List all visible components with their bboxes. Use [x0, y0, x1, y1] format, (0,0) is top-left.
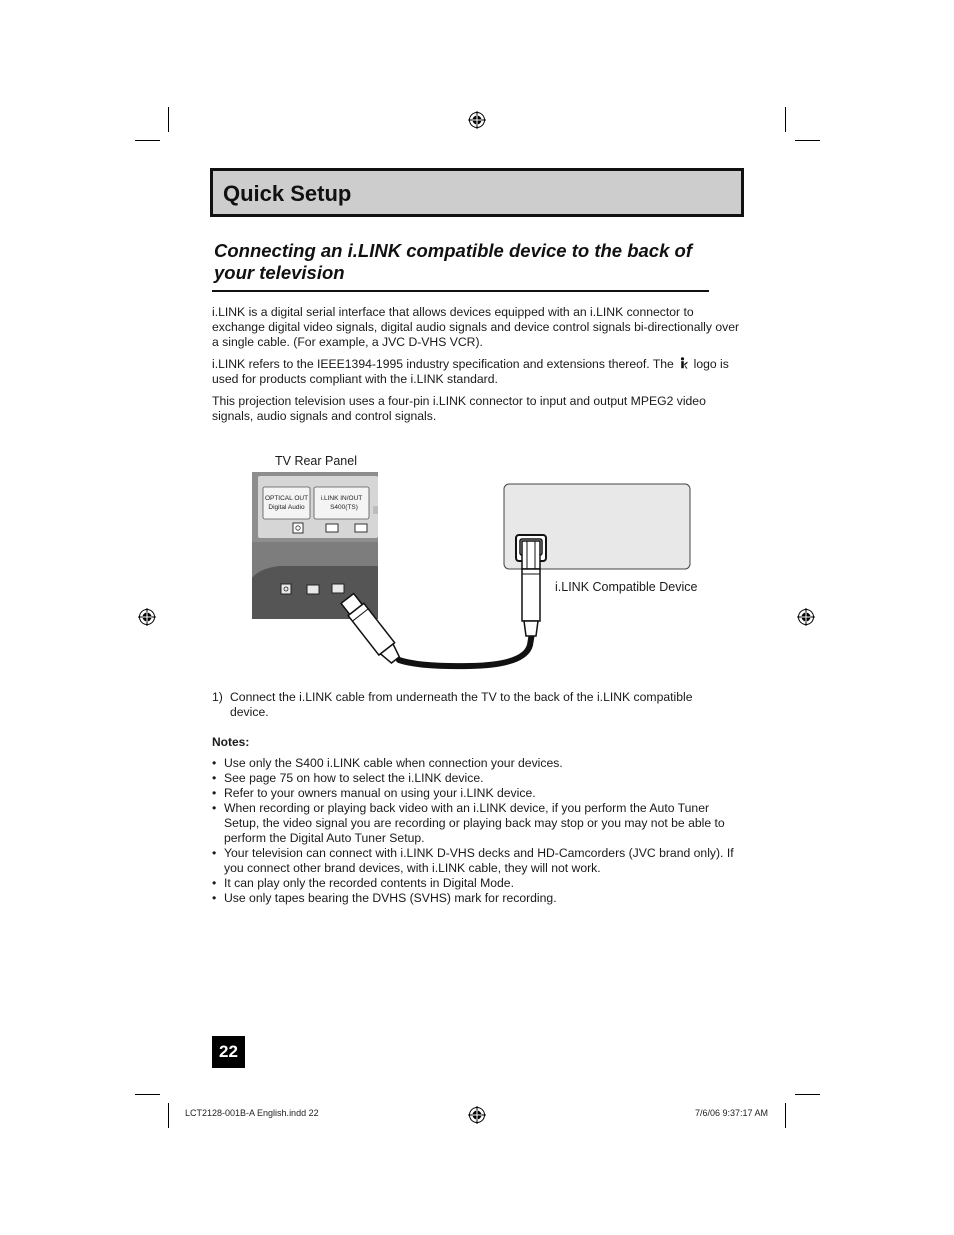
intro-paragraph-3: This projection television uses a four-pin i.LINK connector to input and output MPEG2 video signals, audio signals and control signals. [212, 394, 706, 423]
page-number: 22 [212, 1036, 245, 1068]
intro-paragraph-2 [212, 357, 742, 387]
ilink-s400-label: S400(TS) [330, 504, 358, 511]
note-item: • It can play only the recorded contents in Digital Mode. [212, 876, 514, 890]
intro-paragraph-1: i.LINK is a digital serial interface that allows devices equipped with an i.LINK connector to exchange digital video signals, digital audio signals and device control signals bi-directionally over a single cable. (For example, a JVC D-VHS VCR). [212, 305, 740, 349]
intro-paragraph-2-after: logo is used for products compliant with the i.LINK standard. [212, 357, 729, 386]
note-item: • Your television can connect with i.LINK D-VHS decks and HD-Camcorders (JVC brand only). If you connect other brand devices, with i.LINK cable, they will not work. [212, 846, 734, 875]
crop-mark [135, 1094, 160, 1095]
optical-digital-audio-label: Digital Audio [268, 504, 305, 511]
footer-file-info: LCT2128-001B-A English.indd 22 [185, 1108, 319, 1118]
crop-mark [135, 140, 160, 141]
intro-paragraph-2-before: i.LINK refers to the IEEE1394-1995 industry specification and extensions thereof. The [212, 357, 674, 371]
crop-mark [168, 1103, 169, 1128]
ilink-in-out-label: i.LINK IN/OUT [320, 495, 363, 502]
footer-timestamp: 7/6/06 9:37:17 AM [695, 1108, 769, 1118]
section-title: Connecting an i.LINK compatible device to the back of your television [214, 240, 692, 283]
connection-diagram [250, 470, 700, 680]
crop-mark [795, 140, 820, 141]
crop-mark [785, 1103, 786, 1128]
registration-mark-icon [468, 1106, 486, 1124]
page-title: Quick Setup [223, 181, 352, 206]
note-item: • Use only the S400 i.LINK cable when connection your devices. [212, 756, 563, 770]
note-item: • See page 75 on how to select the i.LINK device. [212, 771, 484, 785]
step-number: 1) [212, 690, 223, 704]
optical-out-label: OPTICAL OUT [264, 495, 309, 502]
crop-mark [168, 107, 169, 132]
step-text: Connect the i.LINK cable from underneath the TV to the back of the i.LINK compatible device. [230, 690, 693, 719]
notes-list [212, 756, 742, 906]
notes-title: Notes: [212, 735, 250, 749]
ilink-logo-icon [679, 357, 688, 370]
ilink-device-label: i.LINK Compatible Device [555, 580, 698, 594]
note-item: • Refer to your owners manual on using your i.LINK device. [212, 786, 536, 800]
crop-mark [795, 1094, 820, 1095]
ilink-cable [399, 633, 532, 666]
page-header [210, 168, 744, 217]
registration-mark-icon [797, 608, 815, 626]
registration-mark-icon [138, 608, 156, 626]
registration-mark-icon [468, 111, 486, 129]
device-cable-plug [522, 541, 540, 636]
section-divider [212, 290, 709, 292]
crop-mark [785, 107, 786, 132]
note-item: • Use only tapes bearing the DVHS (SVHS) mark for recording. [212, 891, 557, 905]
tv-rear-panel-label: TV Rear Panel [275, 454, 357, 468]
note-item: • When recording or playing back video with an i.LINK device, if you perform the Auto Tuner Setup, the video signal you are recording or playing back may stop or you may not be able to perform the Digital Auto Tuner Setup. [212, 801, 725, 845]
